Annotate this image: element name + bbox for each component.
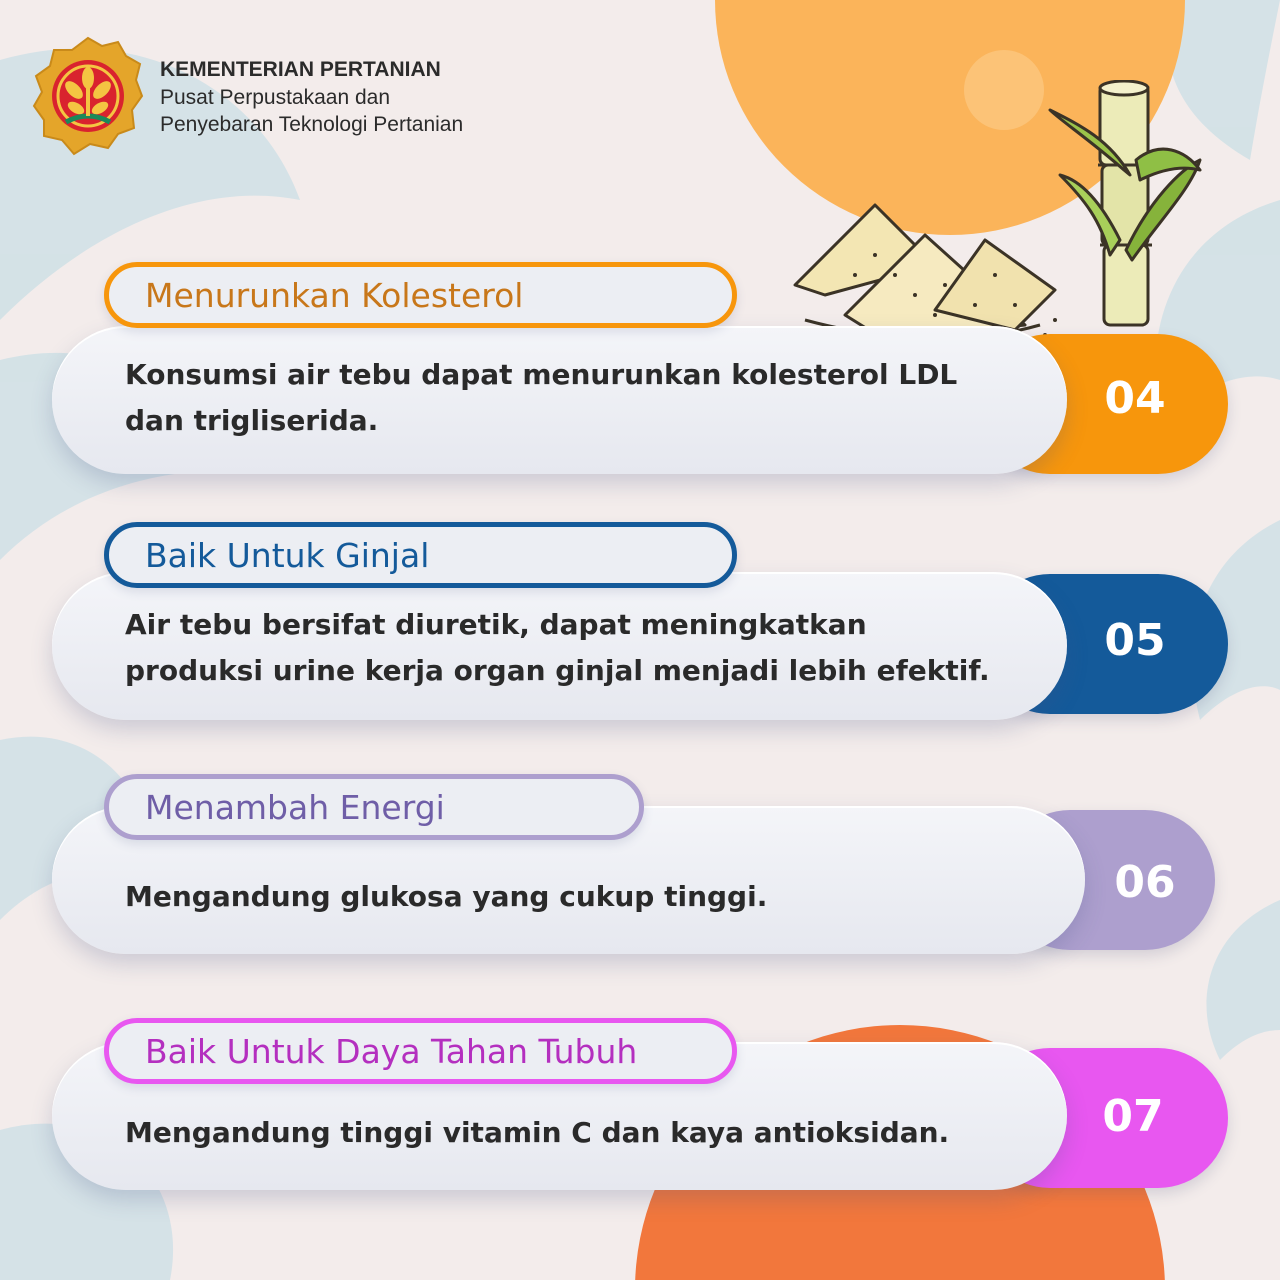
description-line-1: Mengandung glukosa yang cukup tinggi.: [125, 880, 768, 913]
title-text: Menurunkan Kolesterol: [145, 276, 524, 315]
title-text: Baik Untuk Ginjal: [145, 536, 430, 575]
title-pill: [104, 522, 737, 588]
number-label: 05: [1104, 615, 1166, 666]
description-line-1: Konsumsi air tebu dapat menurunkan kolesterol LDL: [125, 358, 958, 391]
description-text: [125, 602, 1055, 694]
description-text: [125, 874, 1055, 920]
description-line-1: Mengandung tinggi vitamin C dan kaya antioksidan.: [125, 1116, 950, 1149]
title-text: Baik Untuk Daya Tahan Tubuh: [145, 1032, 638, 1071]
organization-block: [160, 56, 463, 138]
number-label: 04: [1104, 373, 1166, 424]
benefit-card-05: [0, 522, 1280, 752]
benefit-card-06: [0, 774, 1280, 1004]
description-line-1: Air tebu bersifat diuretik, dapat meningkatkan: [125, 608, 867, 641]
ministry-logo-icon: [32, 36, 144, 156]
description-text: [125, 1110, 1055, 1156]
number-label: 06: [1114, 857, 1176, 908]
description-line-2: dan trigliserida.: [125, 404, 379, 437]
number-label: 07: [1102, 1091, 1164, 1142]
description-line-2: produksi urine kerja organ ginjal menjadi lebih efektif.: [125, 654, 990, 687]
title-pill: [104, 774, 644, 840]
description-text: [125, 352, 1055, 444]
org-name: KEMENTERIAN PERTANIAN: [160, 58, 441, 81]
org-subtitle-line-1: Pusat Perpustakaan dan: [160, 86, 390, 109]
benefit-card-07: [0, 1018, 1280, 1248]
benefit-card-04: [0, 262, 1280, 492]
title-pill: [104, 1018, 737, 1084]
title-pill: [104, 262, 737, 328]
org-subtitle-line-2: Penyebaran Teknologi Pertanian: [160, 113, 464, 136]
title-text: Menambah Energi: [145, 788, 445, 827]
